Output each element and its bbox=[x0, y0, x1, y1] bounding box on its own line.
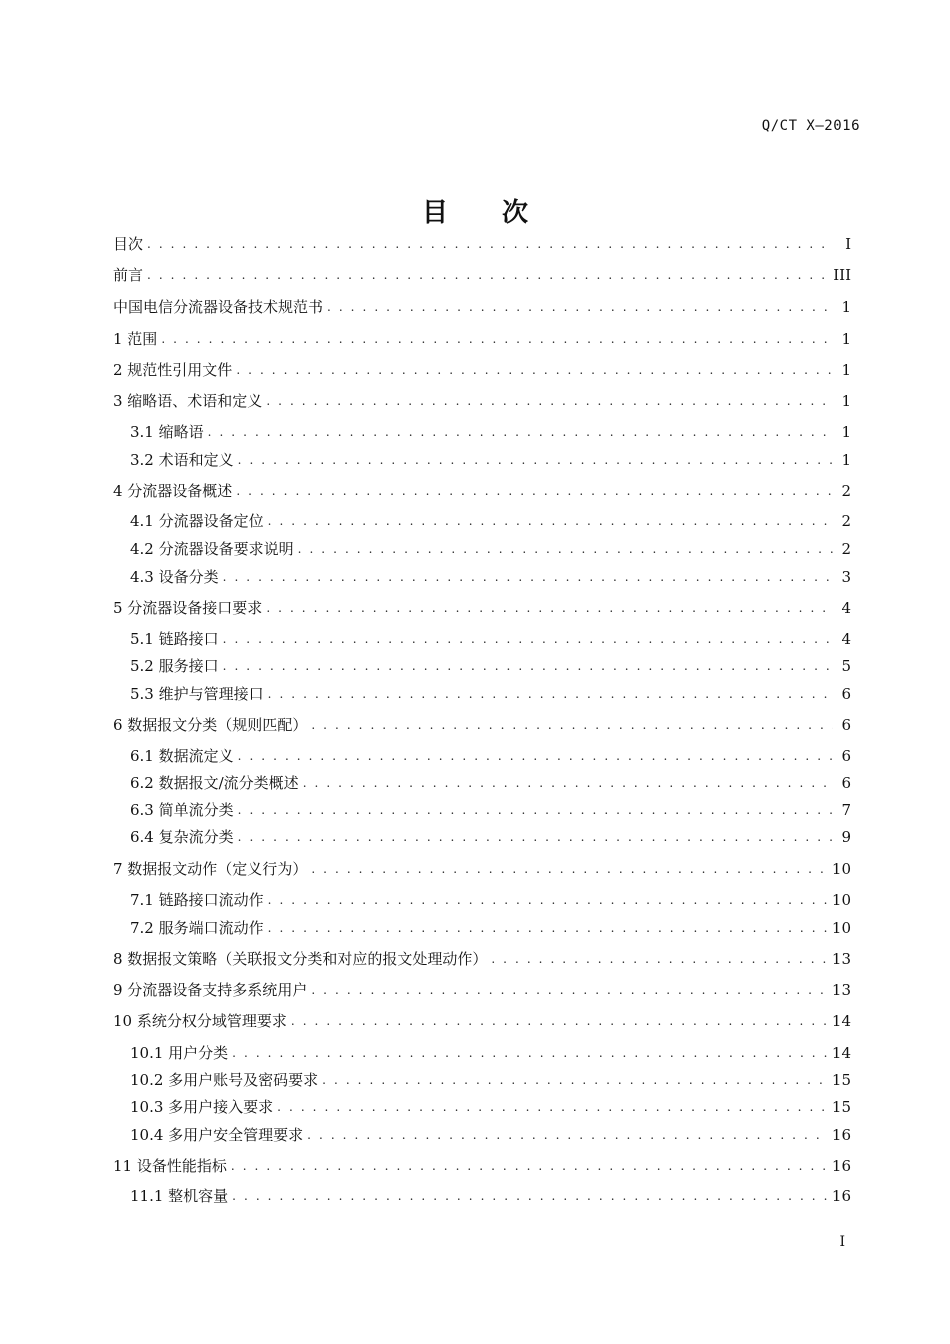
toc-entry-label: 3.1 缩略语 bbox=[130, 423, 204, 441]
toc-entry[interactable] bbox=[130, 1042, 851, 1064]
toc-entry[interactable] bbox=[113, 233, 851, 255]
toc-leader-dots bbox=[223, 655, 833, 677]
toc-leader-dots bbox=[322, 1069, 828, 1091]
toc-leader-dots bbox=[236, 359, 833, 381]
toc-entry-page: 1 bbox=[841, 361, 851, 379]
toc-entry-page: 9 bbox=[841, 828, 851, 846]
toc-entry-label: 5.1 链路接口 bbox=[130, 630, 219, 648]
toc-leader-dots bbox=[291, 1010, 828, 1032]
toc-entry-page: 6 bbox=[841, 685, 851, 703]
toc-leader-dots bbox=[268, 917, 828, 939]
footer-page-number: I bbox=[839, 1234, 845, 1250]
toc-entry-label: 10.3 多用户接入要求 bbox=[130, 1098, 274, 1116]
toc-entry-label: 11.1 整机容量 bbox=[130, 1187, 229, 1205]
toc-entry-page: 1 bbox=[841, 330, 851, 348]
toc-leader-dots bbox=[268, 889, 828, 911]
toc-entry-label: 4.2 分流器设备要求说明 bbox=[130, 540, 294, 558]
toc-entry[interactable] bbox=[130, 628, 851, 650]
title-char-1: 目 bbox=[421, 198, 448, 228]
toc-entry-label: 9 分流器设备支持多系统用户 bbox=[113, 981, 308, 999]
page-title bbox=[0, 192, 950, 229]
toc-entry-page: 1 bbox=[841, 298, 851, 316]
toc-leader-dots bbox=[147, 233, 833, 255]
toc-entry-page: 13 bbox=[831, 981, 851, 999]
toc-leader-dots bbox=[298, 538, 833, 560]
toc-entry-label: 中国电信分流器设备技术规范书 bbox=[113, 298, 324, 316]
toc-entry-page: 15 bbox=[831, 1071, 851, 1089]
toc-entry-page: 6 bbox=[841, 774, 851, 792]
toc-entry-label: 2 规范性引用文件 bbox=[113, 361, 233, 379]
toc-entry[interactable] bbox=[113, 328, 851, 350]
toc-entry[interactable] bbox=[130, 772, 851, 794]
toc-leader-dots bbox=[232, 1185, 828, 1207]
toc-entry-label: 5.2 服务接口 bbox=[130, 657, 219, 675]
toc-entry[interactable] bbox=[113, 264, 851, 286]
toc-entry-page: 6 bbox=[841, 747, 851, 765]
toc-entry-page: 10 bbox=[831, 919, 851, 937]
toc-leader-dots bbox=[231, 1155, 828, 1177]
toc-leader-dots bbox=[223, 628, 833, 650]
toc-entry-page: 2 bbox=[841, 482, 851, 500]
toc-entry-page: 1 bbox=[841, 392, 851, 410]
toc-entry-label: 目次 bbox=[113, 235, 144, 253]
title-char-2: 次 bbox=[502, 198, 529, 228]
toc-entry-label: 6.2 数据报文/流分类概述 bbox=[130, 774, 299, 792]
toc-entry[interactable] bbox=[113, 714, 851, 736]
toc-entry-page: 4 bbox=[841, 599, 851, 617]
toc-entry-page: 14 bbox=[831, 1044, 851, 1062]
toc-entry-page: 1 bbox=[841, 451, 851, 469]
toc-entry-label: 4.3 设备分类 bbox=[130, 568, 219, 586]
toc-entry[interactable] bbox=[113, 948, 851, 970]
toc-leader-dots bbox=[238, 449, 833, 471]
toc-entry-page: 10 bbox=[831, 860, 851, 878]
toc-leader-dots bbox=[238, 799, 833, 821]
toc-leader-dots bbox=[208, 421, 833, 443]
toc-entry-label: 11 设备性能指标 bbox=[113, 1157, 227, 1175]
toc-entry[interactable] bbox=[130, 745, 851, 767]
toc-entry-label: 10.2 多用户账号及密码要求 bbox=[130, 1071, 319, 1089]
toc-entry[interactable] bbox=[130, 1185, 851, 1207]
toc-entry[interactable] bbox=[130, 1124, 851, 1146]
toc-entry-label: 10.4 多用户安全管理要求 bbox=[130, 1126, 304, 1144]
toc-entry-page: 2 bbox=[841, 540, 851, 558]
toc-entry-label: 10.1 用户分类 bbox=[130, 1044, 229, 1062]
toc-entry[interactable] bbox=[130, 917, 851, 939]
toc-entry-label: 5.3 维护与管理接口 bbox=[130, 685, 264, 703]
toc-entry[interactable] bbox=[130, 510, 851, 532]
toc-leader-dots bbox=[311, 858, 828, 880]
document-code: Q/CT X—2016 bbox=[761, 118, 860, 134]
toc-entry-page: 5 bbox=[841, 657, 851, 675]
toc-entry[interactable] bbox=[113, 359, 851, 381]
toc-leader-dots bbox=[223, 566, 833, 588]
toc-entry-label: 6 数据报文分类（规则匹配） bbox=[113, 716, 308, 734]
toc-entry[interactable] bbox=[113, 979, 851, 1001]
toc-entry[interactable] bbox=[130, 826, 851, 848]
toc-entry-label: 6.4 复杂流分类 bbox=[130, 828, 234, 846]
toc-leader-dots bbox=[491, 948, 828, 970]
toc-entry[interactable] bbox=[113, 390, 851, 412]
toc-entry[interactable] bbox=[130, 889, 851, 911]
toc-entry[interactable] bbox=[130, 538, 851, 560]
toc-entry-page: 16 bbox=[831, 1126, 851, 1144]
toc-entry-page: 4 bbox=[841, 630, 851, 648]
toc-entry-page: 13 bbox=[831, 950, 851, 968]
toc-entry-label: 8 数据报文策略（关联报文分类和对应的报文处理动作） bbox=[113, 950, 488, 968]
toc-leader-dots bbox=[161, 328, 833, 350]
toc-entry[interactable] bbox=[113, 1010, 851, 1032]
toc-leader-dots bbox=[236, 480, 833, 502]
toc-entry[interactable] bbox=[130, 449, 851, 471]
toc-entry[interactable] bbox=[113, 858, 851, 880]
toc-entry-label: 4.1 分流器设备定位 bbox=[130, 512, 264, 530]
toc-leader-dots bbox=[266, 390, 833, 412]
toc-entry-page: I bbox=[845, 235, 851, 253]
toc-entry-page: 14 bbox=[831, 1012, 851, 1030]
toc-entry-page: 16 bbox=[831, 1157, 851, 1175]
toc-entry[interactable] bbox=[130, 566, 851, 588]
toc-entry-label: 5 分流器设备接口要求 bbox=[113, 599, 263, 617]
toc-entry-label: 7.2 服务端口流动作 bbox=[130, 919, 264, 937]
toc-leader-dots bbox=[147, 264, 829, 286]
toc-leader-dots bbox=[268, 510, 833, 532]
toc-entry-page: 3 bbox=[841, 568, 851, 586]
toc-entry[interactable] bbox=[130, 1096, 851, 1118]
toc-entry-page: 10 bbox=[831, 891, 851, 909]
toc-leader-dots bbox=[303, 772, 833, 794]
toc-entry[interactable] bbox=[130, 1069, 851, 1091]
toc-entry[interactable] bbox=[130, 655, 851, 677]
toc-entry-page: III bbox=[833, 266, 851, 284]
toc-entry-label: 3 缩略语、术语和定义 bbox=[113, 392, 263, 410]
toc-entry-page: 15 bbox=[831, 1098, 851, 1116]
toc-leader-dots bbox=[266, 597, 833, 619]
toc-entry-label: 6.1 数据流定义 bbox=[130, 747, 234, 765]
toc-entry-label: 7 数据报文动作（定义行为） bbox=[113, 860, 308, 878]
toc-entry-label: 前言 bbox=[113, 266, 144, 284]
toc-entry-label: 4 分流器设备概述 bbox=[113, 482, 233, 500]
toc-entry[interactable] bbox=[130, 421, 851, 443]
toc-leader-dots bbox=[327, 296, 833, 318]
toc-entry[interactable] bbox=[113, 296, 851, 318]
toc-leader-dots bbox=[311, 714, 833, 736]
toc-entry-page: 16 bbox=[831, 1187, 851, 1205]
toc-entry-label: 10 系统分权分域管理要求 bbox=[113, 1012, 287, 1030]
toc-entry-label: 3.2 术语和定义 bbox=[130, 451, 234, 469]
toc-entry[interactable] bbox=[113, 1155, 851, 1177]
toc-entry[interactable] bbox=[113, 597, 851, 619]
toc-leader-dots bbox=[232, 1042, 828, 1064]
toc-leader-dots bbox=[238, 826, 833, 848]
toc-entry-page: 1 bbox=[841, 423, 851, 441]
toc-leader-dots bbox=[268, 683, 833, 705]
toc-leader-dots bbox=[277, 1096, 828, 1118]
toc-entry[interactable] bbox=[130, 799, 851, 821]
toc-entry[interactable] bbox=[130, 683, 851, 705]
toc-entry-page: 7 bbox=[841, 801, 851, 819]
toc-entry-page: 6 bbox=[841, 716, 851, 734]
toc-entry[interactable] bbox=[113, 480, 851, 502]
toc-leader-dots bbox=[311, 979, 828, 1001]
toc-entry-label: 7.1 链路接口流动作 bbox=[130, 891, 264, 909]
toc-entry-label: 6.3 简单流分类 bbox=[130, 801, 234, 819]
toc-leader-dots bbox=[238, 745, 833, 767]
toc-entry-label: 1 范围 bbox=[113, 330, 158, 348]
toc-entry-page: 2 bbox=[841, 512, 851, 530]
toc-leader-dots bbox=[307, 1124, 828, 1146]
